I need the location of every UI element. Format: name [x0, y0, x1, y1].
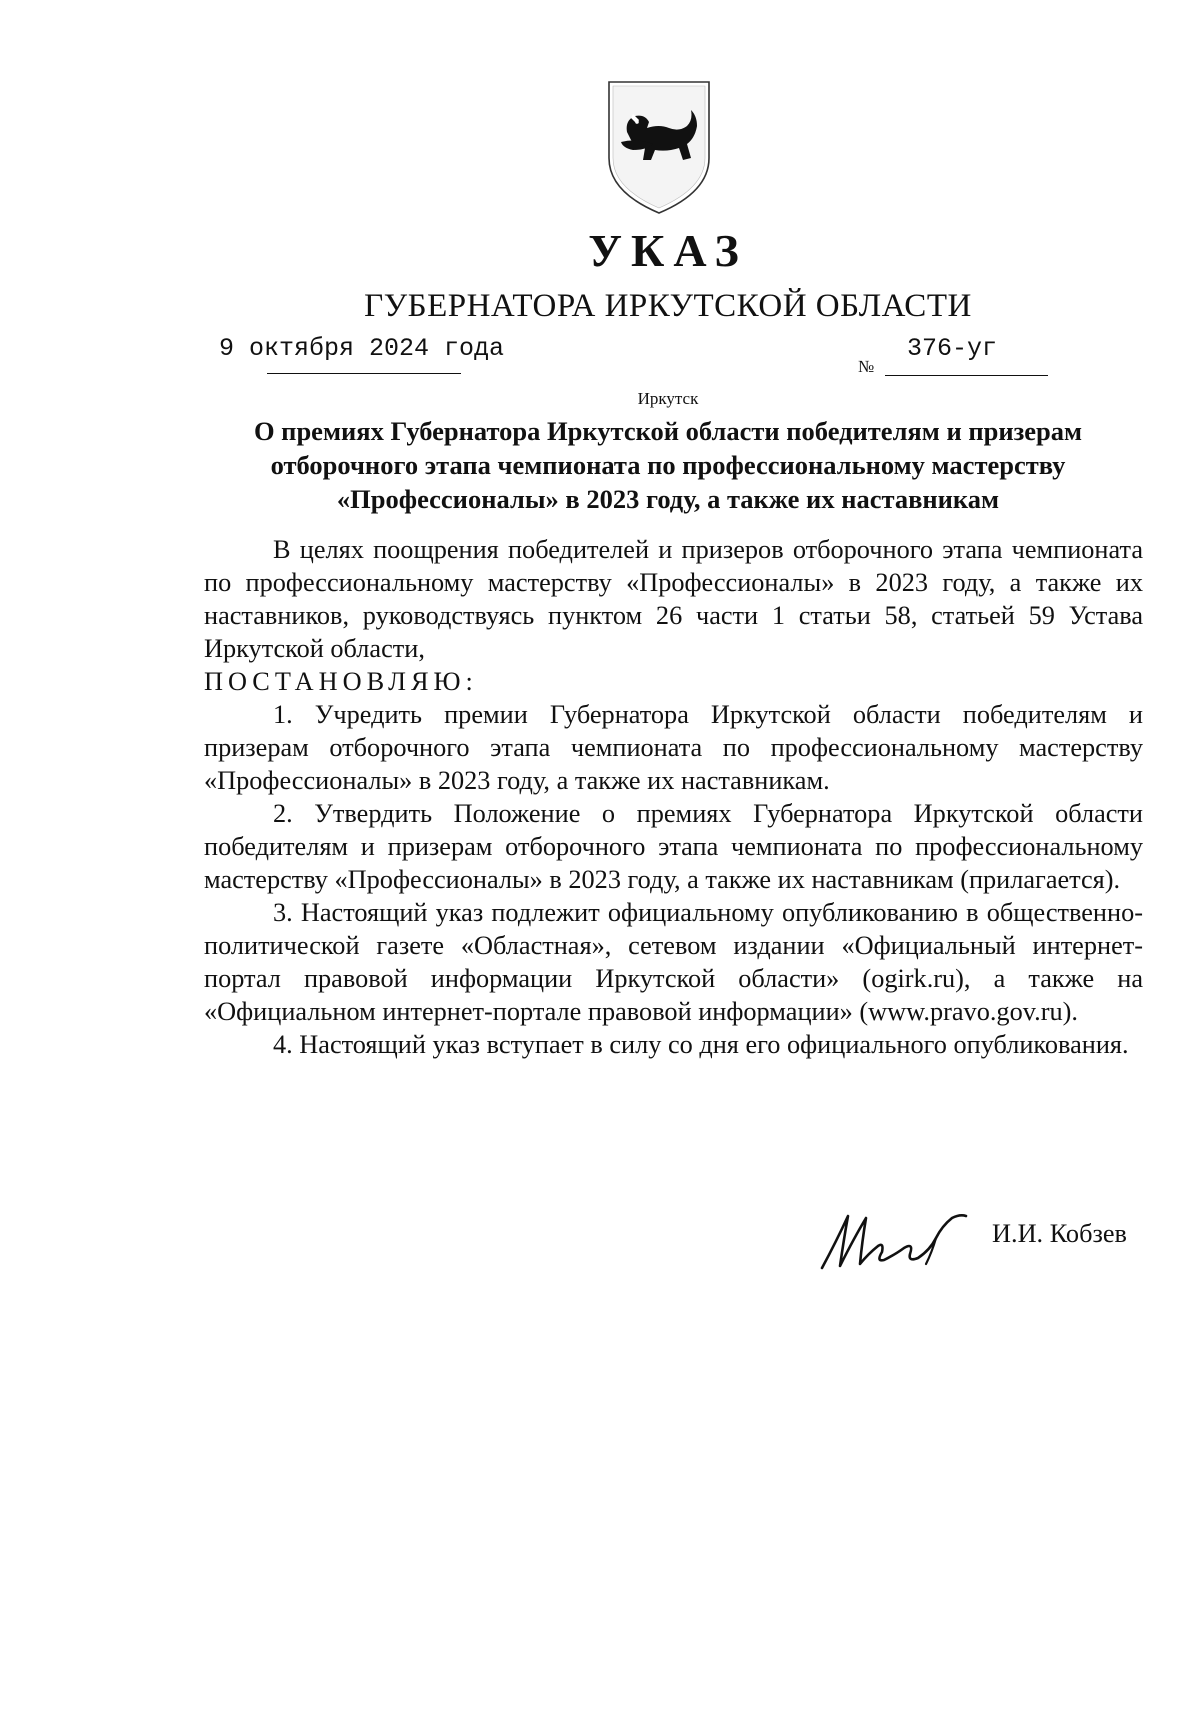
subject-line: отборочного этапа чемпионата по профессиональному мастерству [270, 450, 1066, 480]
coat-of-arms-icon [607, 80, 711, 215]
decree-item: 2. Утвердить Положение о премиях Губернатора Иркутской области победителям и призерам отборочного этапа чемпионата по профессиональному мастерству «Профессионалы» в 2023 году, а также их наставникам (прилагается). [204, 799, 1143, 894]
document-title: УКАЗ [588, 225, 748, 276]
decree-item: 3. Настоящий указ подлежит официальному опубликованию в общественно-политической газете «Областная», сетевом издании «Официальный интернет-портал правовой информации Иркутской области» (ogirk.ru), а также на «Официальном интернет-портале правовой информации» (www.pravo.gov.ru). [204, 898, 1143, 1026]
signer-name: И.И. Кобзев [992, 1219, 1127, 1248]
document-subject [200, 414, 1136, 516]
decree-item: 1. Учредить премии Губернатора Иркутской области победителям и призерам отборочного этапа чемпионата по профессиональному мастерству «Профессионалы» в 2023 году, а также их наставникам. [204, 700, 1143, 795]
subject-line: О премиях Губернатора Иркутской области победителям и призерам [253, 416, 1083, 446]
number-sign: № [858, 357, 875, 376]
subject-line: «Профессионалы» в 2023 году, а также их наставникам [336, 484, 1000, 514]
document-date: 9 октября 2024 года [219, 334, 505, 363]
decree-item: 4. Настоящий указ вступает в силу со дня его официального опубликования. [273, 1030, 1129, 1059]
date-underline [267, 373, 461, 374]
preamble-paragraph: В целях поощрения победителей и призеров отборочного этапа чемпионата по профессиональному мастерству «Профессионалы» в 2023 году, а также их наставников, руководствуясь пунктом 26 части 1 статьи 58, статьей 59 Устава Иркутской области, [204, 535, 1143, 663]
document-number: 376-уг [907, 334, 998, 363]
document-issuer: ГУБЕРНАТОРА ИРКУТСКОЙ ОБЛАСТИ [364, 288, 972, 324]
document-body [204, 533, 1143, 1061]
document-city: Иркутск [637, 389, 699, 408]
number-underline [885, 375, 1048, 376]
decree-word: ПОСТАНОВЛЯЮ: [204, 667, 478, 696]
handwritten-signature [818, 1208, 968, 1272]
